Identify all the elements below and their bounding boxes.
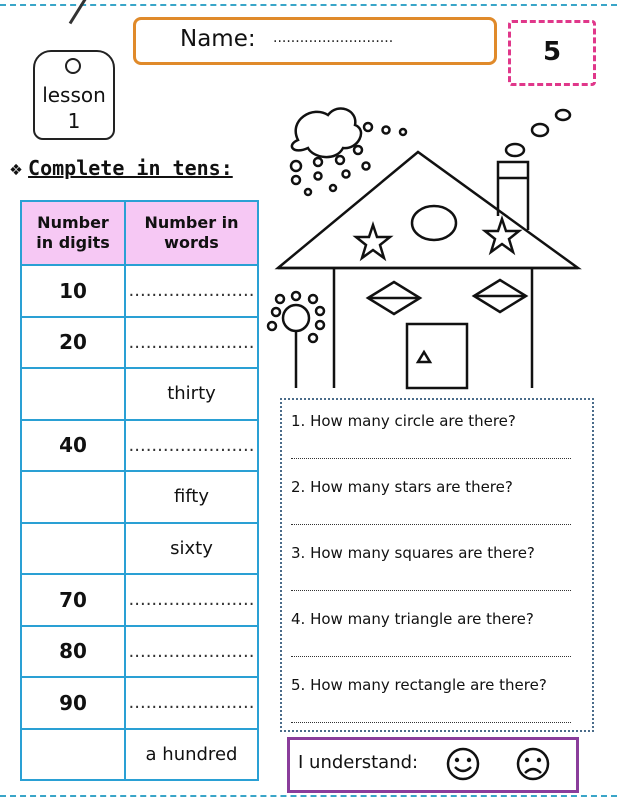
triangle-icon (418, 352, 430, 362)
table-row (21, 368, 258, 420)
digits-cell[interactable] (21, 368, 125, 420)
digits-cell: 80 (21, 626, 125, 678)
question-text: 3. How many squares are there? (291, 544, 535, 562)
digits-cell: 40 (21, 420, 125, 472)
question-text: 5. How many rectangle are there? (291, 676, 547, 694)
bottom-dashed-border (0, 795, 617, 797)
questions-box (280, 398, 594, 732)
instruction (10, 156, 233, 180)
roof (278, 152, 578, 268)
digits-cell[interactable] (21, 471, 125, 523)
smoke-icon (556, 110, 570, 120)
header-digits-label: Number in digits (36, 213, 110, 252)
header-words-label: Number in words (144, 213, 239, 252)
star-icon (356, 225, 390, 258)
table-row (21, 523, 258, 575)
page-number: 5 (542, 37, 562, 67)
table-row (21, 265, 258, 317)
tag-hole-icon (65, 58, 81, 74)
answer-line[interactable] (291, 524, 571, 525)
flower-center (283, 305, 309, 331)
words-cell[interactable]: ...................... (125, 677, 258, 729)
table-row (21, 626, 258, 678)
name-label: Name: (180, 26, 256, 52)
bubble-icon (305, 189, 311, 195)
words-cell[interactable]: ...................... (125, 317, 258, 369)
digits-cell: 10 (21, 265, 125, 317)
question-text: 4. How many triangle are there? (291, 610, 534, 628)
words-cell[interactable]: ...................... (125, 265, 258, 317)
words-cell: fifty (125, 471, 258, 523)
bubble-icon (343, 171, 350, 178)
bubble-icon (336, 156, 344, 164)
table-row (21, 574, 258, 626)
header-words (125, 201, 258, 265)
door (407, 324, 467, 388)
digits-cell: 20 (21, 317, 125, 369)
digits-cell: 70 (21, 574, 125, 626)
table-row (21, 729, 258, 781)
answer-line[interactable] (291, 656, 571, 657)
lesson-label: lesson (42, 83, 106, 107)
words-cell: sixty (125, 523, 258, 575)
digits-cell[interactable] (21, 729, 125, 781)
name-field[interactable]: ........................... (273, 30, 394, 46)
table-row (21, 471, 258, 523)
bubble-icon (314, 158, 322, 166)
digits-cell[interactable] (21, 523, 125, 575)
bubble-icon (292, 176, 300, 184)
page-number-box (508, 20, 596, 86)
question-text: 2. How many stars are there? (291, 478, 513, 496)
happy-face-icon[interactable] (446, 747, 480, 781)
bubble-icon (291, 161, 301, 171)
bubble-icon (363, 163, 370, 170)
cloud-icon (292, 108, 361, 157)
understand-label: I understand: (298, 752, 419, 773)
smoke-icon (506, 144, 524, 156)
bubble-icon (400, 129, 406, 135)
star-icon (485, 219, 519, 252)
instruction-text: Complete in tens: (28, 156, 233, 180)
bubble-icon (354, 146, 362, 154)
diamond-bullet-icon: ❖ (10, 156, 23, 180)
sad-face-icon[interactable] (516, 747, 550, 781)
oval-window (412, 206, 456, 240)
house-drawing (258, 100, 588, 400)
tens-table (20, 200, 259, 781)
header-digits (21, 201, 125, 265)
table-row (21, 677, 258, 729)
bubble-icon (383, 127, 390, 134)
lesson-number: 1 (67, 109, 81, 133)
top-dashed-border (0, 4, 617, 6)
words-cell[interactable]: ...................... (125, 574, 258, 626)
smoke-icon (532, 124, 548, 136)
table-row (21, 420, 258, 472)
bubble-icon (315, 173, 322, 180)
digits-cell: 90 (21, 677, 125, 729)
words-cell[interactable]: ...................... (125, 626, 258, 678)
understand-box (287, 737, 579, 793)
name-box[interactable] (133, 17, 497, 65)
bubble-icon (330, 185, 336, 191)
words-cell: thirty (125, 368, 258, 420)
words-cell[interactable]: ...................... (125, 420, 258, 472)
question-text: 1. How many circle are there? (291, 412, 516, 430)
words-cell: a hundred (125, 729, 258, 781)
lesson-tag (33, 50, 115, 140)
bubble-icon (364, 123, 372, 131)
answer-line[interactable] (291, 590, 571, 591)
answer-line[interactable] (291, 722, 571, 723)
answer-line[interactable] (291, 458, 571, 459)
table-row (21, 317, 258, 369)
